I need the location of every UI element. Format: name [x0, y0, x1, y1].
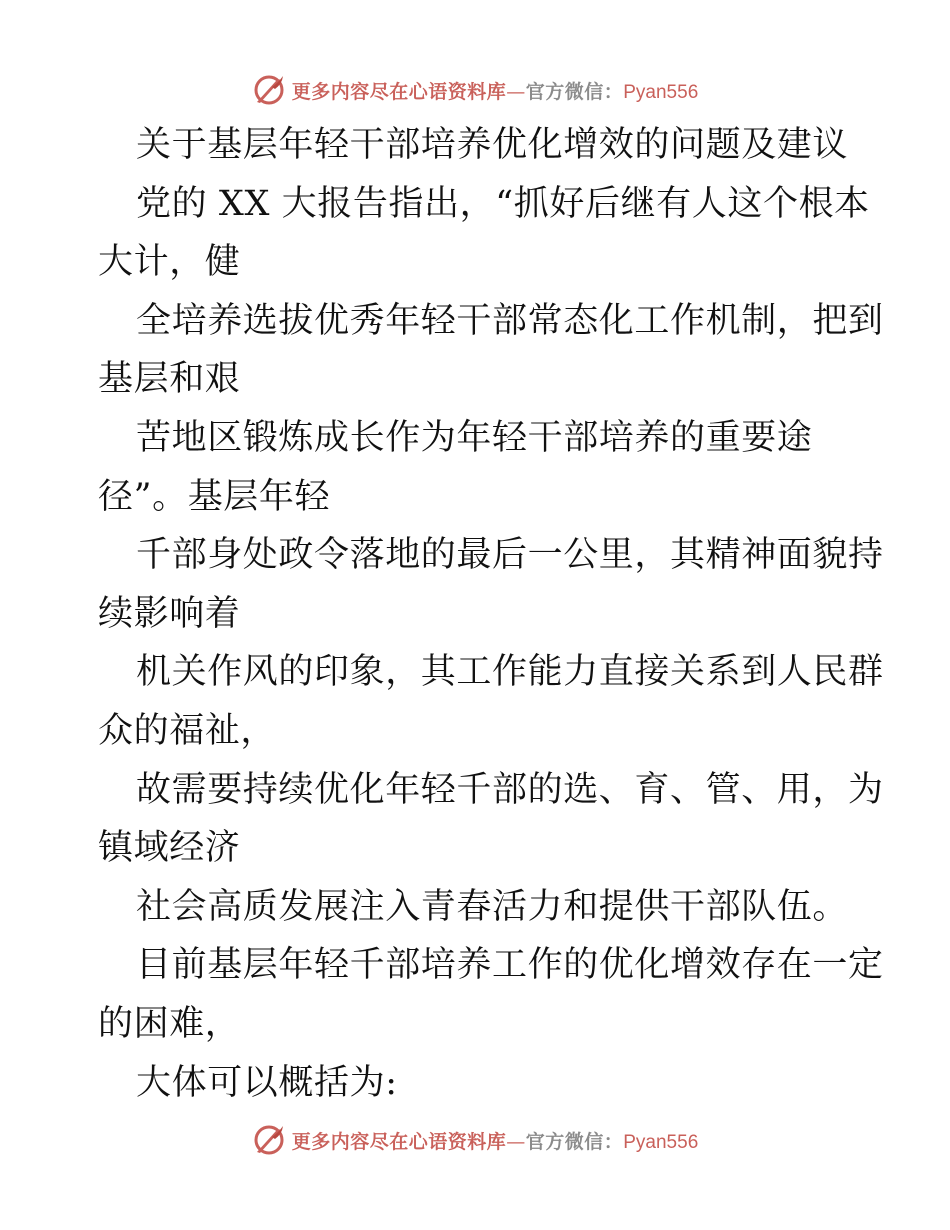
- text-line: 基层和艰: [98, 359, 241, 400]
- text-line: 的困难，: [98, 1003, 241, 1044]
- text-line: 社会高质发展注入青春活力和提供干部队伍。: [136, 886, 849, 927]
- text-line: 全培养选拔优秀年轻干部常态化工作机制，把到: [136, 300, 884, 341]
- text-line: 径”。基层年轻: [98, 476, 331, 517]
- text-line: 党的 XX 大报告指出，“抓好后继有人这个根本: [136, 183, 870, 224]
- text-line: 众的福祉，: [98, 710, 277, 751]
- watermark-wechat-label: 官方微信：: [525, 1130, 624, 1153]
- footer-watermark: [0, 1120, 950, 1160]
- text-line: 千部身处政令落地的最后一公里，其精神面貌持: [136, 535, 884, 576]
- watermark-wechat-label: 官方微信：: [525, 80, 624, 103]
- document-body: [98, 116, 884, 1112]
- text-line: 目前基层年轻千部培养工作的优化增效存在一定: [136, 945, 884, 986]
- header-watermark: [0, 70, 950, 110]
- watermark-separator: —: [506, 80, 526, 103]
- watermark-wechat-id: Pyan556: [623, 1131, 699, 1153]
- watermark-site-text: 更多内容尽在心语资料库: [291, 1130, 507, 1153]
- watermark-separator: —: [506, 1130, 526, 1153]
- quill-circle-icon: [252, 73, 286, 107]
- text-line: 大计，健: [98, 242, 241, 283]
- watermark-site-text: 更多内容尽在心语资料库: [291, 80, 507, 103]
- watermark-wechat-id: Pyan556: [623, 81, 699, 103]
- text-line: 续影响着: [98, 593, 241, 634]
- text-line: 关于基层年轻干部培养优化增效的问题及建议: [136, 125, 849, 165]
- quill-circle-icon: [252, 1123, 286, 1157]
- watermark-text: [292, 77, 699, 104]
- text-line: 故需要持续优化年轻千部的选、育、管、用，为: [136, 769, 884, 810]
- watermark-text: [292, 1127, 699, 1154]
- text-line: 大体可以概括为:: [136, 1062, 398, 1103]
- text-line: 机关作风的印象，其工作能力直接关系到人民群: [136, 652, 884, 693]
- text-line: 镇域经济: [98, 828, 241, 869]
- text-line: 苦地区锻炼成长作为年轻干部培养的重要途: [136, 417, 813, 458]
